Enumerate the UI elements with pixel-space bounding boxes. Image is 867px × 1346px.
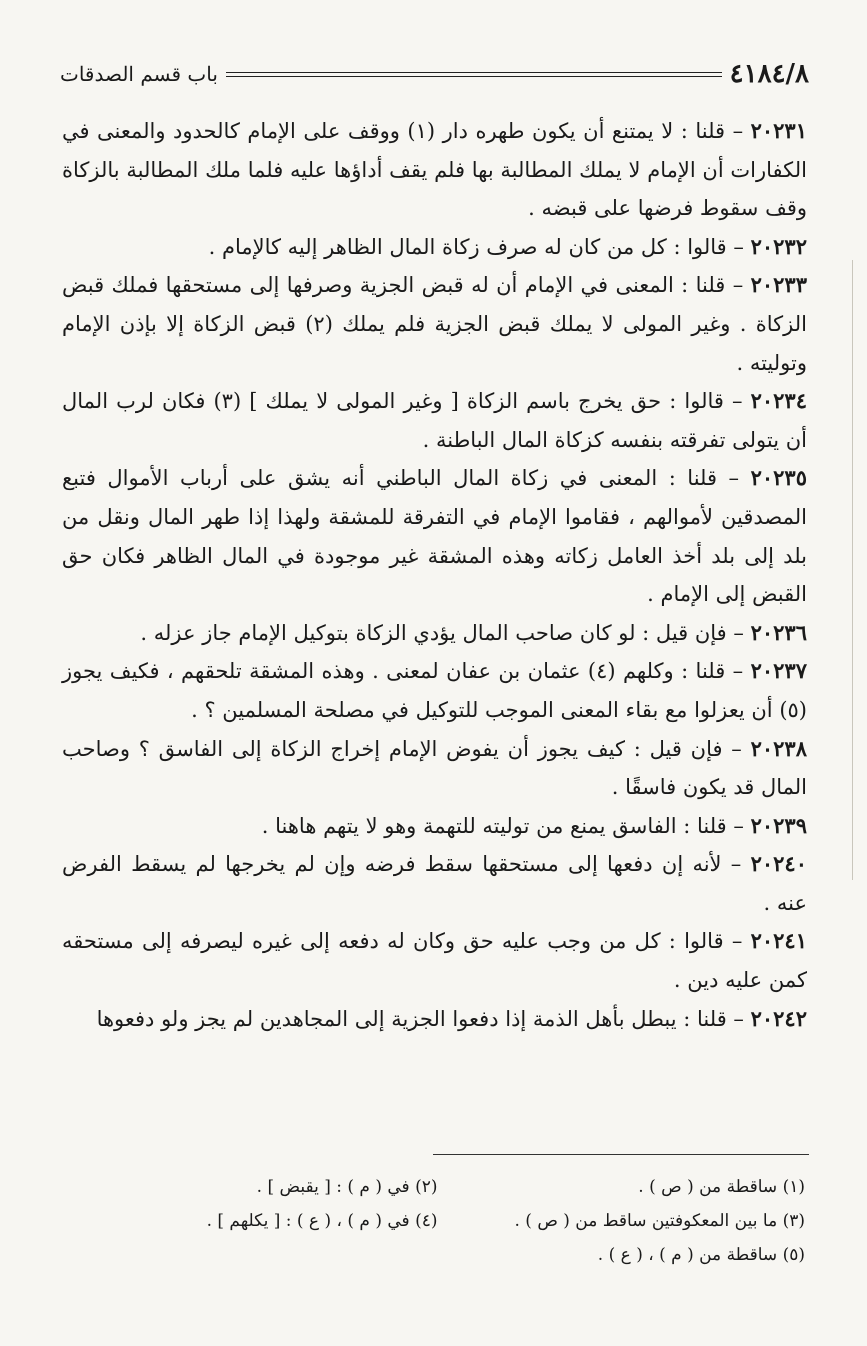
footnote-3: (٣) ما بين المعكوفتين ساقط من ( ص ) . xyxy=(514,1211,805,1231)
paragraph-number: ٢٠٢٣٥ xyxy=(750,465,807,491)
paragraph-number: ٢٠٢٣٧ xyxy=(750,658,807,684)
main-text xyxy=(62,112,807,1038)
footnote-4: (٤) في ( م ) ، ( ع ) : [ يكلهم ] . xyxy=(206,1211,438,1231)
footnote-5: (٥) ساقطة من ( م ) ، ( ع ) . xyxy=(597,1245,805,1265)
paragraph xyxy=(62,922,807,999)
paragraph-number: ٢٠٢٤٠ xyxy=(750,851,807,877)
paragraph-number: ٢٠٢٣٩ xyxy=(750,812,807,838)
paragraph-text: – قلنا : وكلهم (٤) عثمان بن عفان لمعنى . وهذه المشقة تلحقهم ، فكيف يجوز (٥) أن يعزلوا مع بقاء المعنى الموجب للتوكيل في مصلحة المسلمين ؟ . xyxy=(62,659,807,722)
paragraph-text: – قلنا : المعنى في الإمام أن له قبض الجزية وصرفها إلى مستحقها فملك قبض الزكاة . وغير المولى لا يملك قبض الجزية فلم يملك (٢) قبض الزكاة إلا بإذن الإمام وتوليته . xyxy=(62,273,807,375)
paragraph-number: ٢٠٢٣٦ xyxy=(750,619,807,645)
paragraph xyxy=(62,652,807,729)
paragraph xyxy=(62,266,807,382)
paragraph-number: ٢٠٢٣١ xyxy=(750,118,807,143)
paragraph-text: – فإن قيل : كيف يجوز أن يفوض الإمام إخراج الزكاة إلى الفاسق ؟ وصاحب المال قد يكون فاسقًا . xyxy=(62,736,807,800)
paragraph-text: – قالوا : كل من كان له صرف زكاة المال الظاهر إليه كالإمام . xyxy=(208,234,744,259)
paragraph xyxy=(62,845,807,922)
footnote-1: (١) ساقطة من ( ص ) . xyxy=(638,1177,805,1197)
paragraph-text: – لأنه إن دفعها إلى مستحقها سقط فرضه وإن لم يخرجها لم يسقط الفرض عنه . xyxy=(62,852,807,915)
paragraph-number: ٢٠٢٣٨ xyxy=(750,735,807,761)
paragraph-text: – قالوا : كل من وجب عليه حق وكان له دفعه إلى غيره ليصرفه إلى مستحقه كمن عليه دين . xyxy=(62,929,807,993)
footnote-2: (٢) في ( م ) : [ يقبض ] . xyxy=(256,1177,438,1197)
paragraph xyxy=(62,459,807,613)
paragraph-text: – قالوا : حق يخرج باسم الزكاة [ وغير المولى لا يملك ] (٣) فكان لرب المال أن يتولى تفرقته بنفسه كزكاة المال الباطنة . xyxy=(62,389,807,452)
paragraph-text: – قلنا : لا يمتنع أن يكون طهره دار (١) ووقف على الإمام كالحدود والمعنى في الكفارات أن الإمام لا يملك المطالبة بها فلم يقف أداؤها عليه فلما ملك المطالبة بالزكاة وقف سقوط فرضها على قبضه . xyxy=(62,119,807,221)
paragraph-number: ٢٠٢٤٢ xyxy=(750,1005,807,1031)
paragraph xyxy=(62,730,807,807)
footnotes xyxy=(100,1170,805,1272)
page-number: ٤١٨٤/٨ xyxy=(729,59,809,89)
chapter-title: باب قسم الصدقات xyxy=(60,62,218,86)
paragraph xyxy=(62,807,807,846)
paragraph xyxy=(62,112,807,228)
paragraph-number: ٢٠٢٤١ xyxy=(750,928,807,954)
paragraph xyxy=(62,614,807,653)
paragraph xyxy=(62,1000,807,1039)
footnote-separator xyxy=(433,1154,809,1155)
paragraph-text: – قلنا : المعنى في زكاة المال الباطني أنه يشق على أرباب الأموال فتبع المصدقين لأموالهم ، فقاموا الإمام في التفرقة للمشقة ولهذا إذا طهر المال ونقل من بلد إلى بلد أخذ العامل زكاته وهذه المشقة غير موجودة في المال الظاهر فكان حق القبض إلى الإمام . xyxy=(62,466,807,607)
header-rule xyxy=(226,72,722,77)
paragraph-number: ٢٠٢٣٢ xyxy=(750,233,807,259)
paragraph-number: ٢٠٢٣٤ xyxy=(750,388,807,414)
running-header xyxy=(60,56,809,92)
paragraph-text: – قلنا : الفاسق يمنع من توليته للتهمة وهو لا يتهم هاهنا . xyxy=(261,813,744,838)
page-edge-line xyxy=(852,260,853,880)
paragraph xyxy=(62,228,807,267)
paragraph xyxy=(62,382,807,459)
paragraph-text: – فإن قيل : لو كان صاحب المال يؤدي الزكاة بتوكيل الإمام جاز عزله . xyxy=(140,620,744,645)
paragraph-text: – قلنا : يبطل بأهل الذمة إذا دفعوا الجزية إلى المجاهدين لم يجز ولو دفعوها xyxy=(96,1006,744,1031)
paragraph-number: ٢٠٢٣٣ xyxy=(750,272,807,298)
